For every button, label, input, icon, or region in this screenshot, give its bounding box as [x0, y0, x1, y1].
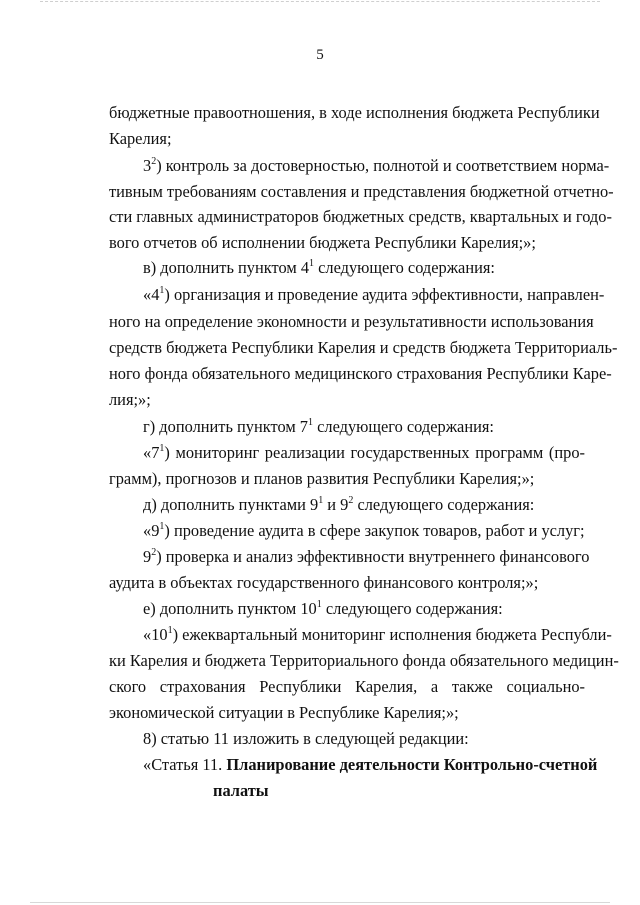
text-line: вого отчетов об исполнении бюджета Республики Карелия;»;: [109, 233, 536, 252]
text-line: аудита в объектах государственного финансового контроля;»;: [109, 573, 539, 592]
text-line: ного на определение экономности и результативности использования: [109, 312, 594, 331]
text-line: Карелия;: [109, 129, 172, 148]
text-line: ного фонда обязательного медицинского страхования Республики Каре-: [109, 364, 612, 383]
text-line: тивным требованиям составления и представления бюджетной отчетно-: [109, 182, 614, 201]
text-line: грамм), прогнозов и планов развития Республики Карелия;»;: [109, 469, 535, 488]
text-line: «$4^1$) организация и проведение аудита эффективности, направлен-: [143, 284, 605, 304]
text-line: «$7^1$) мониторинг реализации государственных программ (про-: [143, 442, 585, 462]
text-line: «$10^1$) ежеквартальный мониторинг исполнения бюджета Республи-: [143, 624, 612, 644]
article-heading-continued: палаты: [213, 781, 269, 800]
text-line: ского страхования Республики Карелия, а также социально-: [109, 677, 585, 696]
text-line: экономической ситуации в Республике Карелия;»;: [109, 703, 459, 722]
text-line: «$9^1$) проведение аудита в сфере закупок товаров, работ и услуг;: [143, 520, 585, 540]
text-line: д) дополнить пунктами $9^1$ и $9^2$ следующего содержания:: [143, 494, 535, 514]
text-line: $3^2$) контроль за достоверностью, полнотой и соответствием норма-: [143, 155, 610, 175]
article-title: Планирование деятельности Контрольно-счетной: [226, 755, 598, 774]
text-line: в) дополнить пунктом $4^1$ следующего содержания:: [143, 257, 495, 277]
text-line: сти главных администраторов бюджетных средств, квартальных и годо-: [109, 207, 612, 226]
text-line: бюджетные правоотношения, в ходе исполнения бюджета Республики: [109, 103, 600, 122]
text-line: г) дополнить пунктом $7^1$ следующего содержания:: [143, 416, 494, 436]
page-number: 5: [316, 47, 324, 63]
text-line: средств бюджета Республики Карелия и средств бюджета Территориаль-: [109, 338, 618, 357]
article-heading: «Статья 11. Планирование деятельности Контрольно-счетной: [143, 755, 598, 774]
text-line: $9^2$) проверка и анализ эффективности внутреннего финансового: [143, 546, 590, 566]
text-line: е) дополнить пунктом $10^1$ следующего содержания:: [143, 598, 503, 618]
text-line: 8) статью 11 изложить в следующей редакции:: [143, 729, 469, 748]
scan-edge-bottom: [30, 902, 610, 903]
scan-edge-top: [40, 1, 600, 2]
text-line: лия;»;: [109, 390, 151, 409]
text-line: ки Карелия и бюджета Территориального фонда обязательного медицин-: [109, 651, 619, 670]
